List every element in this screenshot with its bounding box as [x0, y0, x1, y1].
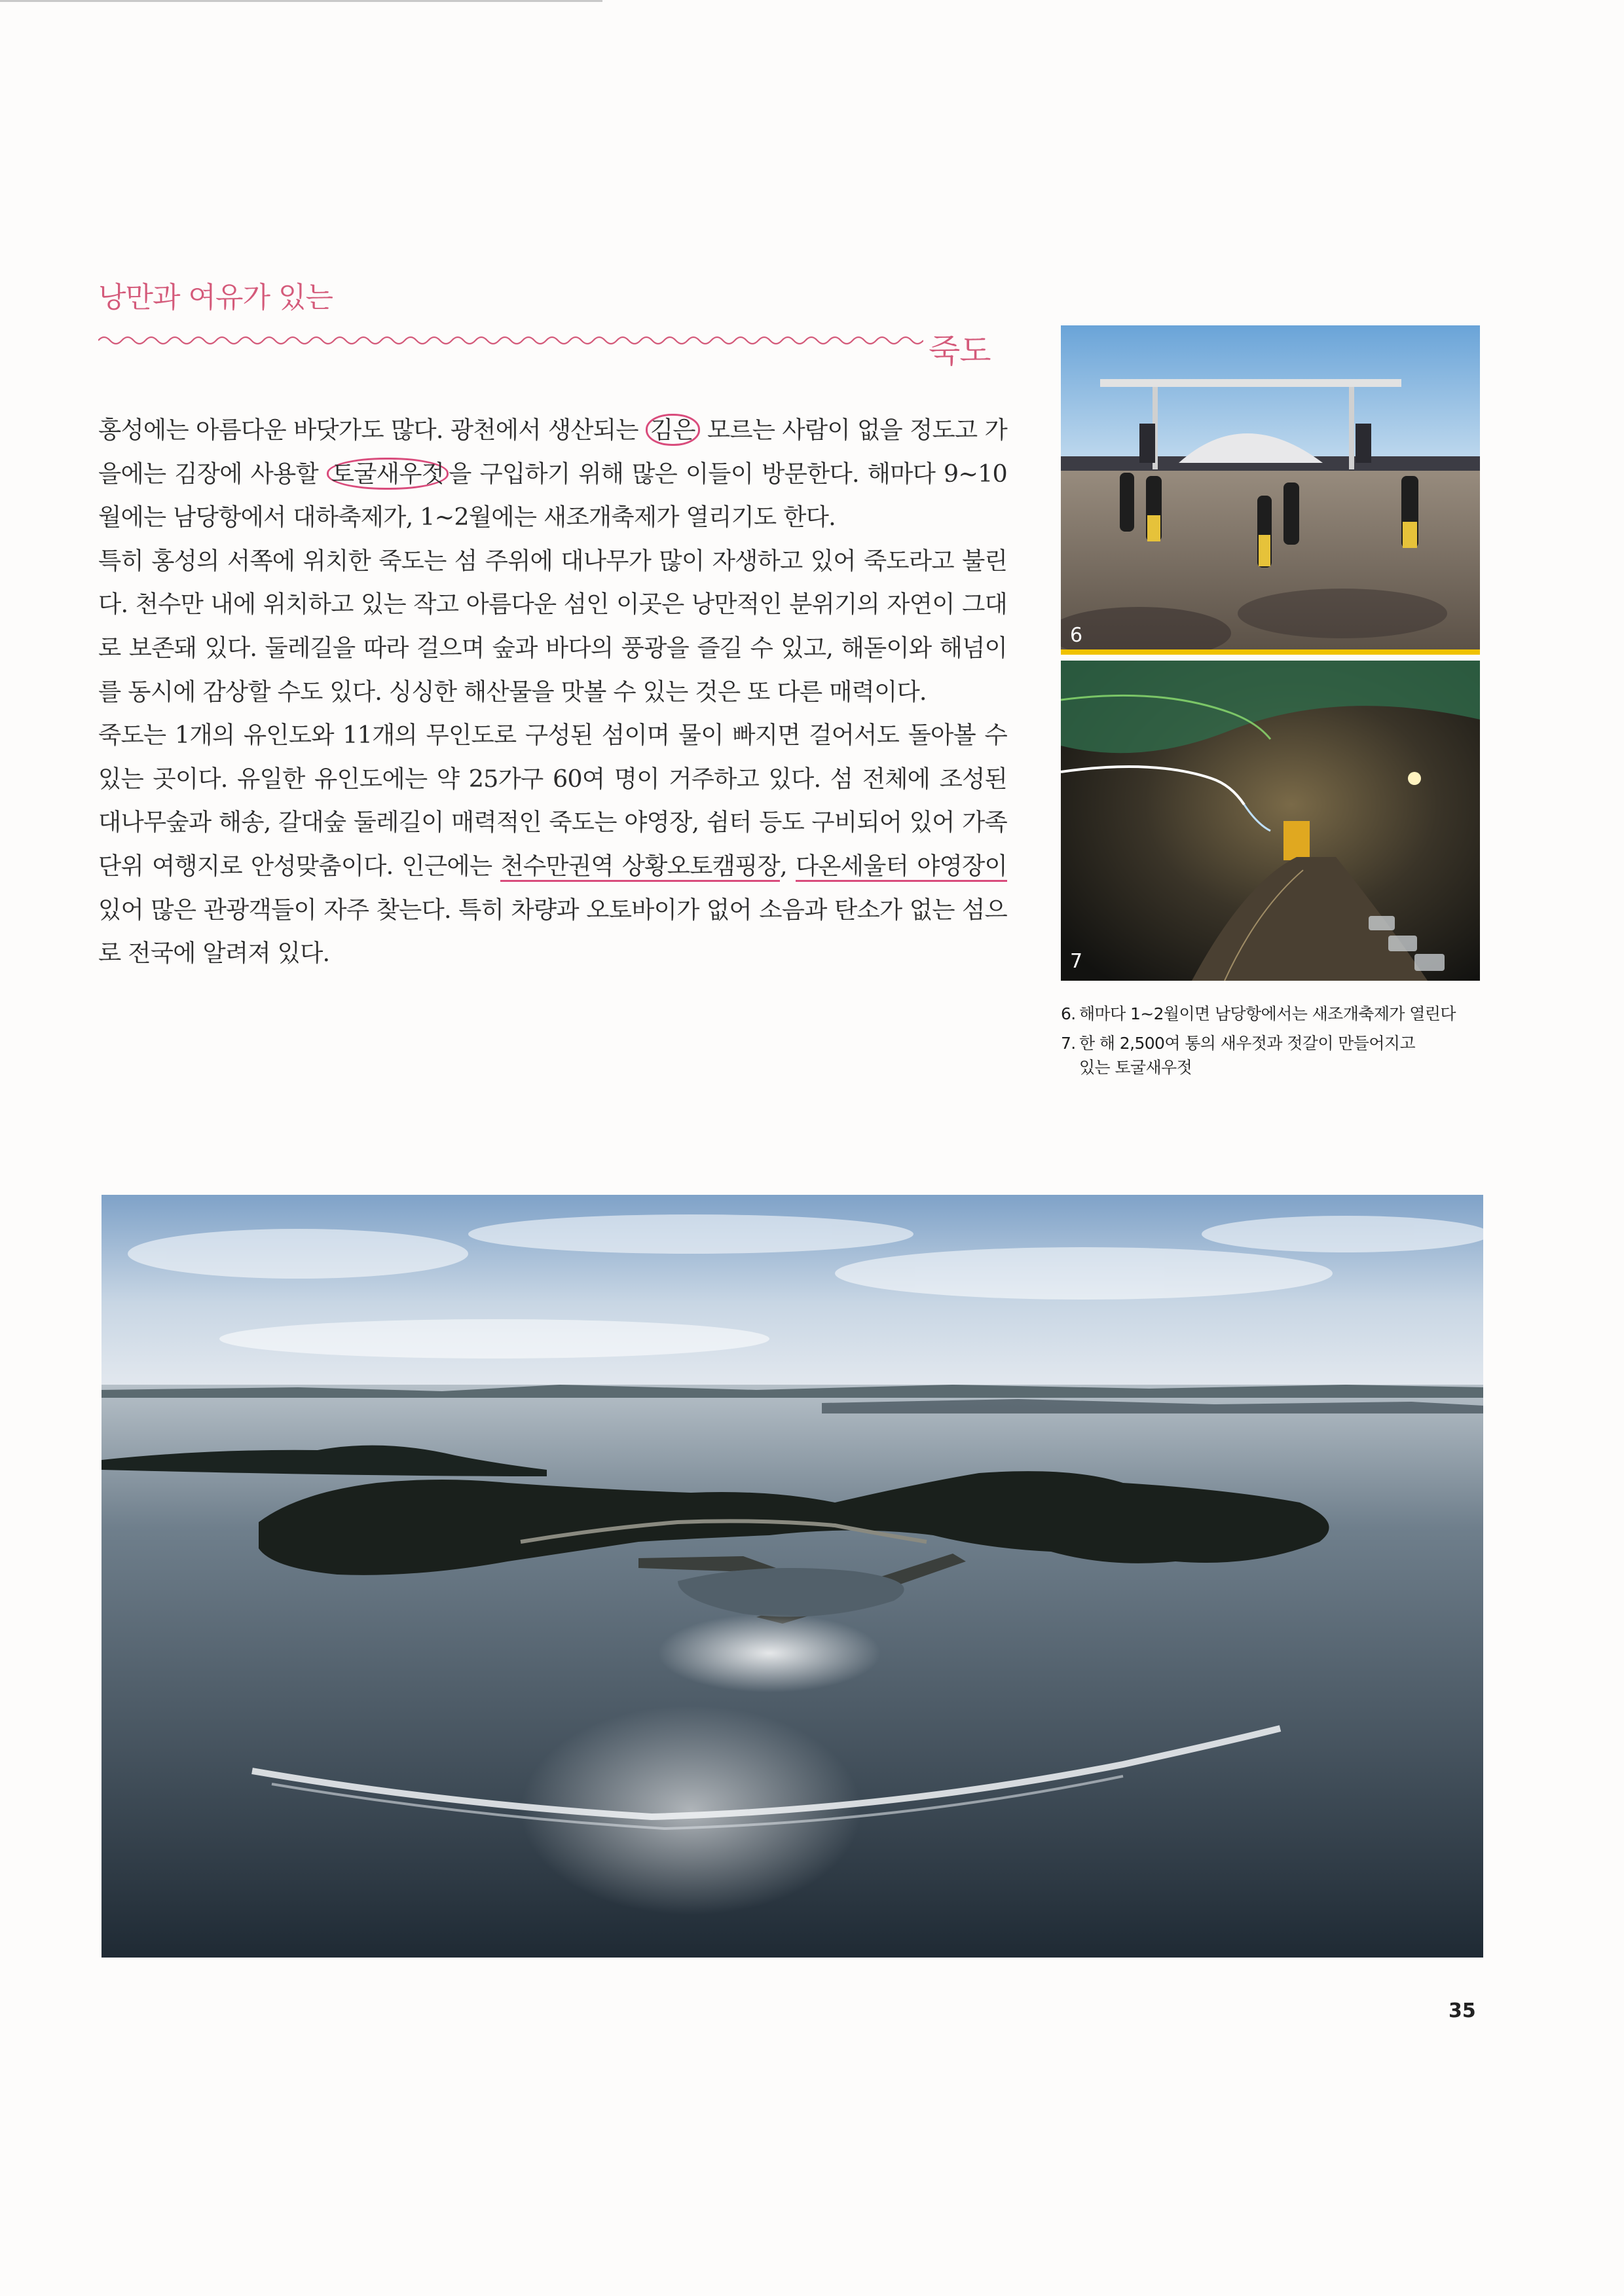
paragraph-3: [98, 714, 1007, 975]
photo-number: 6: [1070, 624, 1083, 647]
caption-text: 있는 토굴새우젓: [1079, 1058, 1192, 1077]
caption-text: 해마다 1~2월이면 남당항에서는 새조개축제가 열린다: [1079, 1004, 1456, 1023]
caption-number: 6.: [1061, 1004, 1076, 1023]
caption-number: 7.: [1061, 1034, 1076, 1053]
handwritten-circle-mark: 김은: [646, 414, 700, 446]
aerial-island-photo: [101, 1195, 1483, 1958]
caption-6: [1061, 1002, 1519, 1026]
handwritten-circle-mark: 토굴새우젓: [327, 458, 449, 490]
text-run: 홍성에는 아름다운 바닷가도 많다. 광천에서 생산되는: [98, 416, 646, 444]
wavy-divider: [98, 331, 923, 350]
paragraph-1: [98, 409, 1007, 539]
top-rule: [0, 0, 602, 2]
photo-number: 7: [1070, 950, 1083, 973]
text-run: ,: [779, 851, 796, 880]
handwritten-underline-mark: 다온세울터 야영장이: [796, 852, 1007, 882]
handwritten-underline-mark: 천수만권역 상황오토캠핑장: [500, 852, 780, 882]
festival-photo: [1061, 325, 1480, 655]
text-run: 을 구입하기 위해 많은 이들이 방문한다. 해마다 9~10월에는 남당항에서 대하축제가, 1~2월에는 새조개축제가 열리기도 한다.: [98, 459, 1007, 532]
text-run: 있어 많은 관광객들이 자주 찾는다. 특히 차량과 오토바이가 없어 소음과 탄소가 없는 섬으로 전국에 알려져 있다.: [98, 895, 1007, 968]
section-title: 죽도: [929, 332, 991, 370]
caption-text: 한 해 2,500여 통의 새우젓과 젓갈이 만들어지고: [1079, 1034, 1416, 1053]
cave-image: [1061, 661, 1480, 981]
paragraph-2: 특히 홍성의 서쪽에 위치한 죽도는 섬 주위에 대나무가 많이 자생하고 있어 죽도라고 불린다. 천수만 내에 위치하고 있는 작고 아름다운 섬인 이곳은 낭만적인 분위기의 자연이 그대로 보존돼 있다. 둘레길을 따라 걸으며 숲과 바다의 풍광을 즐길 수 있고, 해돋이와 해넘이를 동시에 감상할 수도 있다. 싱싱한 해산물을 맛볼 수 있는 것은 또 다른 매력이다.: [98, 546, 1007, 706]
cave-photo: [1061, 661, 1480, 981]
caption-7: [1061, 1031, 1519, 1080]
text-run: 죽도는 1개의 유인도와 11개의 무인도로 구성된 섬이며 물이 빠지면 걸어서도 돌아볼 수 있는 곳이다. 유일한 유인도에는 약 25가구 60여 명이 거주하고 있다. 섬 전체에 조성된 대나무숲과 해송, 갈대숲 둘레길이 매력적인 죽도는 야영장, 쉼터 등도 구비되어 있어 가족 단위 여행지로 안성맞춤이다. 인근에는: [98, 721, 1007, 880]
text-run: 모르는 사람이 없을 정도고 가을에는 김장에 사용할: [98, 416, 1007, 488]
aerial-image: [101, 1195, 1483, 1958]
article-body: [98, 409, 1007, 975]
festival-image: [1061, 325, 1480, 655]
page-number: 35: [1449, 1999, 1476, 2022]
section-subtitle: 낭만과 여유가 있는: [98, 281, 333, 314]
